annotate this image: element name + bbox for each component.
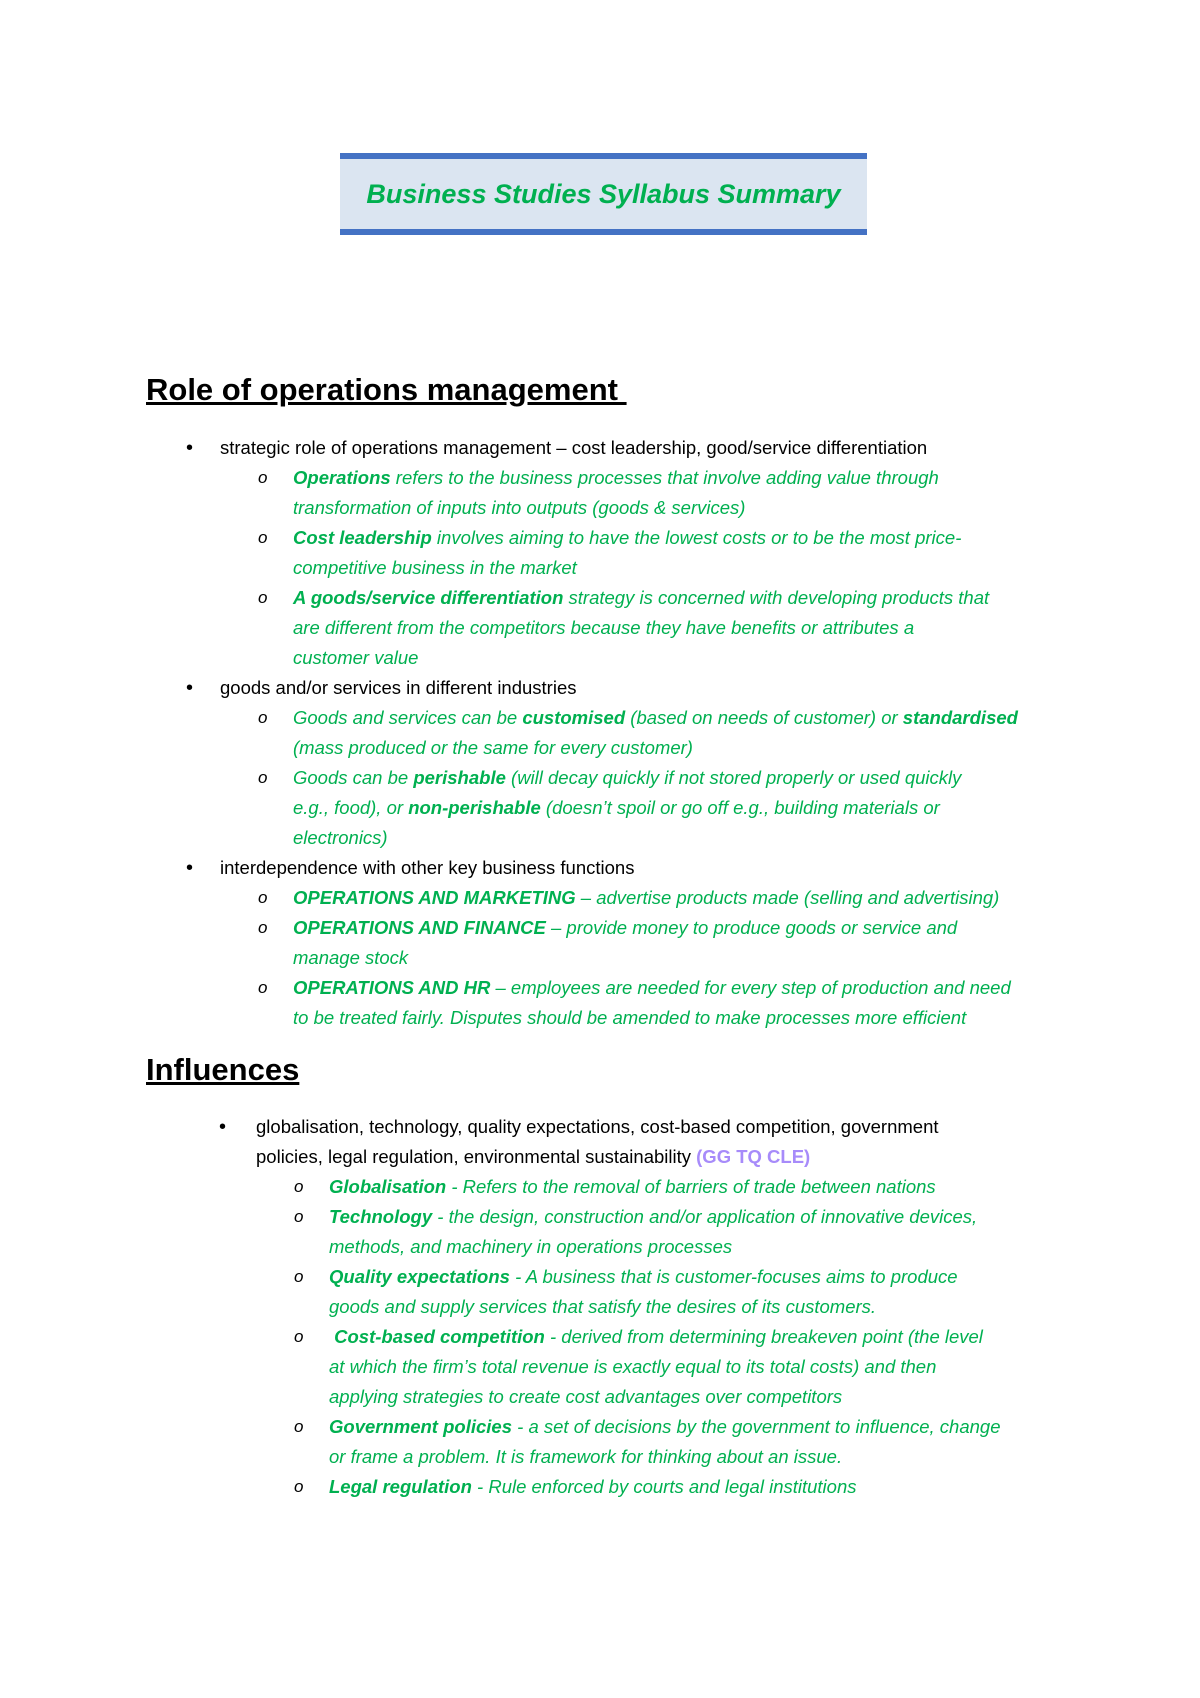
sub-text-line: applying strategies to create cost advantages over competitors bbox=[329, 1386, 843, 1407]
sub-text-rest: involves aiming to have the lowest costs or to be the most price- bbox=[431, 527, 962, 548]
sub-text-line bbox=[293, 703, 1093, 733]
sub-text-line bbox=[293, 583, 1093, 613]
section-heading: Influences bbox=[146, 1052, 300, 1087]
sub-marker: o bbox=[294, 1207, 304, 1226]
bullet-text: strategic role of operations management – cost leadership, good/service differentiation bbox=[220, 437, 928, 458]
sub-text-rest: – provide money to produce goods or service and bbox=[545, 917, 958, 938]
sub-text-rest: (will decay quickly if not stored properly or used quickly bbox=[505, 767, 962, 788]
sub-marker: o bbox=[294, 1177, 304, 1196]
sub-marker: o bbox=[258, 978, 268, 997]
sub-term: OPERATIONS AND FINANCE bbox=[293, 917, 546, 938]
sub-text-line bbox=[329, 1322, 1129, 1352]
sub-text-line: electronics) bbox=[293, 827, 388, 848]
sub-text-line: goods and supply services that satisfy the desires of its customers. bbox=[329, 1296, 877, 1317]
sub-term: OPERATIONS AND MARKETING bbox=[293, 887, 576, 908]
sub-text-rest: - the design, construction and/or application of innovative devices, bbox=[432, 1206, 978, 1227]
sub-text-line bbox=[293, 973, 1093, 1003]
document-title: Business Studies Syllabus Summary bbox=[366, 178, 841, 209]
sub-text bbox=[329, 1412, 1129, 1472]
bullet-marker: • bbox=[186, 677, 194, 699]
sub-text-line bbox=[293, 883, 1093, 913]
bullet-text: goods and/or services in different industries bbox=[220, 677, 577, 698]
sub-text-rest: strategy is concerned with developing products that bbox=[563, 587, 990, 608]
sub-marker: o bbox=[258, 588, 268, 607]
sub-term: A goods/service differentiation bbox=[293, 587, 564, 608]
sub-text-line bbox=[329, 1262, 1129, 1292]
sub-text-rest: - Refers to the removal of barriers of trade between nations bbox=[446, 1176, 936, 1197]
sub-text bbox=[293, 523, 1093, 583]
sub-term: OPERATIONS AND HR bbox=[293, 977, 491, 998]
sub-text-mid: (based on needs of customer) or bbox=[625, 707, 903, 728]
sub-term: Cost-based competition bbox=[334, 1326, 545, 1347]
sub-marker: o bbox=[294, 1267, 304, 1286]
sub-text-line: or frame a problem. It is framework for thinking about an issue. bbox=[329, 1446, 843, 1467]
sub-text bbox=[329, 1172, 1129, 1202]
sub-marker: o bbox=[258, 768, 268, 787]
sub-text-line bbox=[293, 463, 1093, 493]
sub-text-rest: - Rule enforced by courts and legal institutions bbox=[471, 1476, 857, 1497]
sub-text-line: to be treated fairly. Disputes should be amended to make processes more efficient bbox=[293, 1007, 967, 1028]
bullet-marker: • bbox=[219, 1116, 227, 1138]
sub-marker: o bbox=[294, 1327, 304, 1346]
sub-text-pre: Goods and services can be bbox=[293, 707, 523, 728]
section-heading: Role of operations management bbox=[146, 372, 627, 407]
mnemonic-tag: (GG TQ CLE) bbox=[696, 1146, 811, 1167]
sub-term: perishable bbox=[413, 767, 506, 788]
sub-text-line: transformation of inputs into outputs (goods & services) bbox=[293, 497, 746, 518]
sub-text bbox=[329, 1262, 1129, 1322]
sub-marker: o bbox=[294, 1417, 304, 1436]
sub-term: Quality expectations bbox=[329, 1266, 510, 1287]
sub-text-line: competitive business in the market bbox=[293, 557, 577, 578]
sub-text-rest: – employees are needed for every step of production and need bbox=[490, 977, 1011, 998]
sub-text bbox=[329, 1202, 1129, 1262]
sub-text bbox=[293, 763, 1093, 853]
sub-text-line bbox=[293, 913, 1093, 943]
sub-text-rest: - A business that is customer-focuses aims to produce bbox=[509, 1266, 958, 1287]
bullet-marker: • bbox=[186, 857, 194, 879]
sub-text bbox=[293, 703, 1093, 763]
sub-text-line: manage stock bbox=[293, 947, 409, 968]
sub-text bbox=[293, 973, 1093, 1033]
sub-text-line: (mass produced or the same for every customer) bbox=[293, 737, 693, 758]
sub-term: Government policies bbox=[329, 1416, 512, 1437]
sub-term: Operations bbox=[293, 467, 391, 488]
sub-text-line: are different from the competitors because they have benefits or attributes a bbox=[293, 617, 915, 638]
sub-text-rest: - a set of decisions by the government to influence, change bbox=[512, 1416, 1001, 1437]
sub-marker: o bbox=[258, 528, 268, 547]
sub-text bbox=[329, 1472, 1129, 1502]
sub-marker: o bbox=[258, 918, 268, 937]
bullet-text-line2 bbox=[256, 1142, 810, 1172]
sub-term: non-perishable bbox=[408, 797, 541, 818]
sub-term: Globalisation bbox=[329, 1176, 447, 1197]
sub-marker: o bbox=[258, 708, 268, 727]
sub-text bbox=[329, 1322, 1129, 1412]
sub-marker: o bbox=[258, 888, 268, 907]
sub-text-line: at which the firm’s total revenue is exactly equal to its total costs) and then bbox=[329, 1356, 937, 1377]
sub-text-pre: Goods can be bbox=[293, 767, 414, 788]
sub-text bbox=[293, 883, 1093, 913]
bullet-text-part: policies, legal regulation, environmental sustainability bbox=[256, 1146, 697, 1167]
sub-text bbox=[293, 913, 1093, 973]
sub-text-rest: refers to the business processes that involve adding value through bbox=[390, 467, 939, 488]
sub-text-line bbox=[329, 1202, 1129, 1232]
sub-term: Technology bbox=[329, 1206, 433, 1227]
sub-text bbox=[293, 463, 1093, 523]
sub-text-line bbox=[329, 1412, 1129, 1442]
sub-term: customised bbox=[522, 707, 626, 728]
sub-marker: o bbox=[294, 1477, 304, 1496]
sub-text-line bbox=[329, 1172, 1129, 1202]
sub-text-line bbox=[293, 523, 1093, 553]
sub-text-line bbox=[293, 763, 1093, 793]
sub-term: Cost leadership bbox=[293, 527, 432, 548]
sub-text-rest: – advertise products made (selling and advertising) bbox=[575, 887, 1000, 908]
sub-marker: o bbox=[258, 468, 268, 487]
document-title-box bbox=[340, 153, 867, 235]
bullet-marker: • bbox=[186, 437, 194, 459]
sub-term: standardised bbox=[902, 707, 1018, 728]
sub-text-line: methods, and machinery in operations processes bbox=[329, 1236, 733, 1257]
sub-text-rest: - derived from determining breakeven point (the level bbox=[544, 1326, 983, 1347]
sub-text-line bbox=[329, 1472, 1129, 1502]
sub-text bbox=[293, 583, 1093, 673]
sub-term: Legal regulation bbox=[329, 1476, 472, 1497]
bullet-text: interdependence with other key business functions bbox=[220, 857, 635, 878]
sub-text-line: e.g., food), or non-perishable (doesn’t spoil or go off e.g., building materials or bbox=[293, 797, 940, 818]
sub-text-line: customer value bbox=[293, 647, 419, 668]
bullet-text: globalisation, technology, quality expectations, cost-based competition, government bbox=[256, 1116, 939, 1137]
